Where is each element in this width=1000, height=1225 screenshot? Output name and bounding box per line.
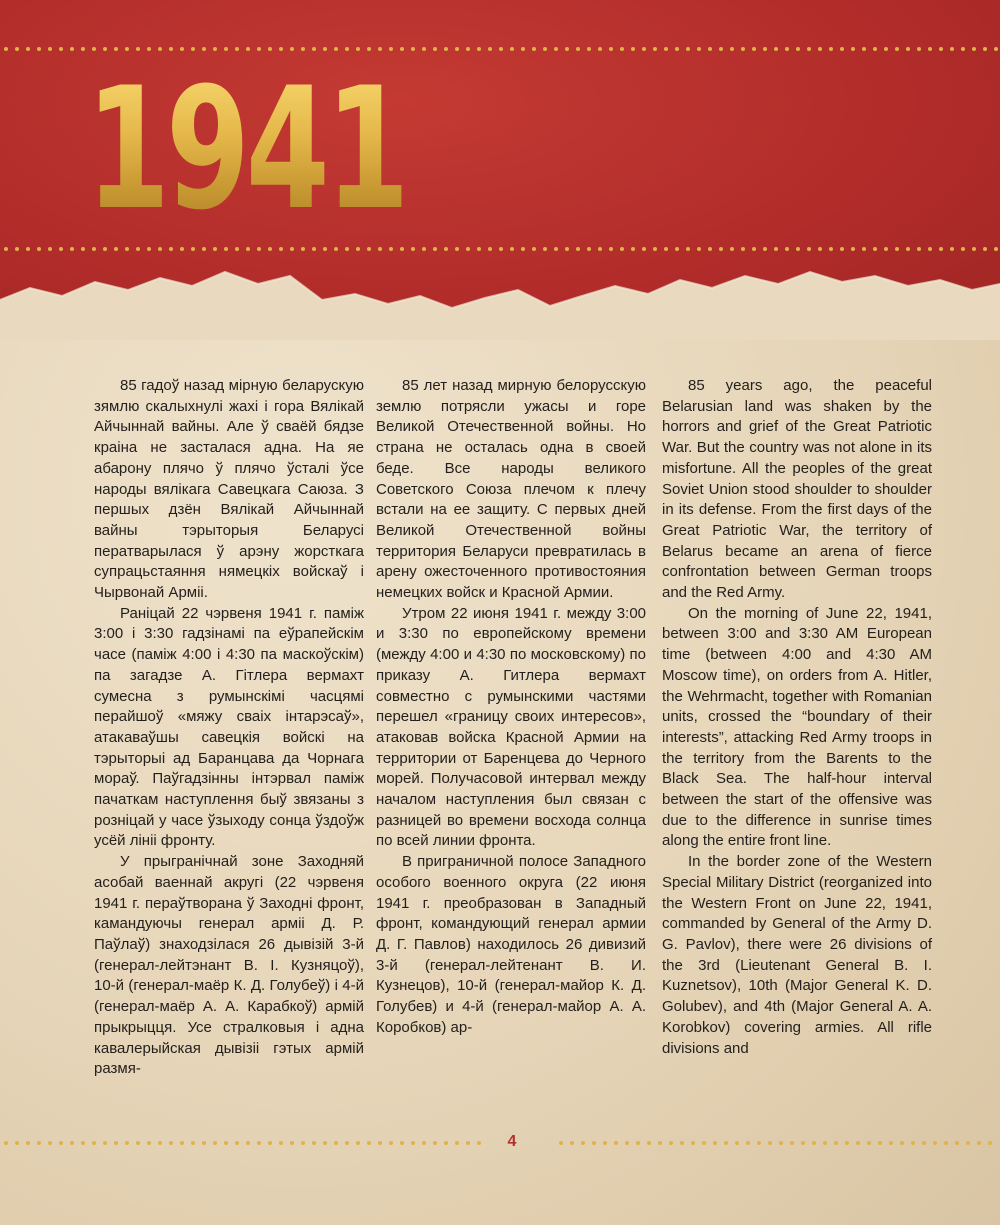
gold-dot [895, 247, 899, 251]
gold-dot [961, 47, 965, 51]
gold-dot [653, 47, 657, 51]
gold-dot [735, 1141, 739, 1145]
gold-dot [356, 1141, 360, 1145]
gold-dot [620, 47, 624, 51]
gold-dot [834, 1141, 838, 1145]
gold-dot [675, 47, 679, 51]
gold-dot [323, 247, 327, 251]
gold-dot [972, 247, 976, 251]
gold-dot [966, 1141, 970, 1145]
gold-dot [290, 247, 294, 251]
gold-dot [103, 247, 107, 251]
gold-dot [257, 247, 261, 251]
gold-dot [26, 247, 30, 251]
gold-dot [763, 247, 767, 251]
gold-dot [917, 247, 921, 251]
gold-dot [4, 247, 8, 251]
gold-dot [768, 1141, 772, 1145]
gold-dot [180, 247, 184, 251]
gold-dot [378, 1141, 382, 1145]
gold-dot [543, 247, 547, 251]
gold-dot [224, 247, 228, 251]
gold-dot [664, 247, 668, 251]
gold-dot [4, 47, 8, 51]
gold-dot [466, 1141, 470, 1145]
gold-dot [702, 1141, 706, 1145]
gold-dot [301, 1141, 305, 1145]
gold-dot [202, 247, 206, 251]
gold-dot [213, 1141, 217, 1145]
gold-dot [246, 1141, 250, 1145]
gold-dot [851, 247, 855, 251]
gold-dot [741, 47, 745, 51]
gold-dot [433, 247, 437, 251]
gold-dot [724, 1141, 728, 1145]
paragraph: 85 лет назад мирную белорусскую землю потрясли ужасы и горе Великой Отечественной войны. Но страна не осталась одна в своей беде. Все народы великого Советского Союза плечом к плечу встали на ее защиту. С первых дней Великой Отечественной войны территория Беларуси превратилась в арену ожесточенного противостояния немецких войск и Красной Армии. [376, 377, 646, 602]
gold-dot [746, 1141, 750, 1145]
gold-dot [614, 1141, 618, 1145]
column-belarusian [94, 376, 364, 1080]
gold-dot [763, 47, 767, 51]
gold-dot [81, 247, 85, 251]
gold-dot [950, 47, 954, 51]
gold-dot [422, 1141, 426, 1145]
gold-dot [944, 1141, 948, 1145]
gold-dot [499, 47, 503, 51]
gold-dot [202, 1141, 206, 1145]
gold-dot [873, 47, 877, 51]
gold-dot [889, 1141, 893, 1145]
gold-dot [642, 247, 646, 251]
gold-dot [757, 1141, 761, 1145]
gold-dot [103, 1141, 107, 1145]
gold-dot [224, 1141, 228, 1145]
gold-dot [169, 247, 173, 251]
gold-dot [961, 247, 965, 251]
gold-dot [631, 247, 635, 251]
gold-dot [939, 247, 943, 251]
gold-dot [851, 47, 855, 51]
gold-dot [977, 1141, 981, 1145]
gold-dot [592, 1141, 596, 1145]
gold-dot [444, 1141, 448, 1145]
gold-dot [713, 1141, 717, 1145]
gold-dot [708, 247, 712, 251]
gold-dot [609, 247, 613, 251]
gold-dot [939, 47, 943, 51]
gold-dot [510, 47, 514, 51]
gold-dot [356, 247, 360, 251]
gold-dot [730, 47, 734, 51]
gold-dot [334, 247, 338, 251]
gold-dot [455, 1141, 459, 1145]
gold-dot [829, 247, 833, 251]
gold-dot [906, 247, 910, 251]
gold-dot [26, 1141, 30, 1145]
gold-dot [191, 247, 195, 251]
gold-dot [15, 247, 19, 251]
gold-dot [559, 1141, 563, 1145]
gold-dot [543, 47, 547, 51]
page-number: 4 [507, 1133, 517, 1150]
gold-dot [26, 47, 30, 51]
gold-dot [488, 247, 492, 251]
gold-dot [367, 247, 371, 251]
gold-dot [625, 1141, 629, 1145]
gold-dot [741, 247, 745, 251]
gold-dot [499, 247, 503, 251]
column-english [662, 376, 932, 1059]
gold-dot [680, 1141, 684, 1145]
gold-dot [488, 47, 492, 51]
gold-dot [4, 1141, 8, 1145]
gold-dot [532, 247, 536, 251]
gold-dot [801, 1141, 805, 1145]
gold-dot [972, 47, 976, 51]
gold-dot [840, 47, 844, 51]
gold-dot [686, 247, 690, 251]
gold-dot [581, 1141, 585, 1145]
gold-dot [37, 247, 41, 251]
gold-dot [790, 1141, 794, 1145]
paragraph: Раніцай 22 чэрвеня 1941 г. паміж 3:00 і 3:30 гадзінамі па еўрапейскім часе (паміж 4:00 і 4:30 па маскоўскім) па загадзе А. Гітлера вермахт сумесна з румынскімі часцямі перайшоў «мяжу сваіх інтарэсаў», атакаваўшы савецкія войскі на тэрыторыі ад Баранцава да Чорнага мораў. Паўгадзінны інтэрвал паміж пачаткам наступлення быў звязаны з розніцай у часе ўзыходу сонца ўздоўж усёй лініі фронту. [94, 604, 364, 850]
gold-dot [246, 247, 250, 251]
gold-dot [422, 247, 426, 251]
gold-dot [125, 247, 129, 251]
gold-dot [455, 247, 459, 251]
gold-dot [433, 47, 437, 51]
gold-dot [81, 47, 85, 51]
gold-dot [136, 247, 140, 251]
gold-dot [477, 247, 481, 251]
gold-dot [268, 247, 272, 251]
gold-dot [378, 247, 382, 251]
year-title: 1941 [86, 51, 406, 247]
paragraph: У прыгранічнай зоне Заходняй асобай ваеннай акругі (22 чэрвеня 1941 г. пераўтворана ў Заходні фронт, камандуючы генерал арміі Д. Р. Паўлаў) знаходзілася 26 дывізій 3-й (генерал-лейтэнант В. І. Кузняцоў), 10-й (генерал-маёр К. Д. Голубеў) і 4-й (генерал-маёр А. А. Карабкоў) армій прыкрыцця. Усе стралковыя і адна кавалерыйская дывізіі гэтых армій размя- [94, 853, 364, 1078]
gold-dot [620, 247, 624, 251]
gold-dot-line-footer-left [0, 1140, 485, 1146]
gold-dot [180, 1141, 184, 1145]
gold-dot [466, 247, 470, 251]
gold-dot [708, 47, 712, 51]
gold-dot [521, 47, 525, 51]
gold-dot [345, 247, 349, 251]
gold-dot [367, 1141, 371, 1145]
gold-dot [400, 247, 404, 251]
gold-dot [455, 47, 459, 51]
gold-dot [807, 247, 811, 251]
gold-dot [675, 247, 679, 251]
gold-dot [158, 1141, 162, 1145]
gold-dot [785, 247, 789, 251]
gold-dot [213, 247, 217, 251]
gold-dot [730, 247, 734, 251]
gold-dot [873, 247, 877, 251]
gold-dot [191, 1141, 195, 1145]
gold-dot [70, 1141, 74, 1145]
gold-dot [796, 247, 800, 251]
gold-dot [48, 247, 52, 251]
gold-dot [235, 1141, 239, 1145]
gold-dot [983, 247, 987, 251]
gold-dot [691, 1141, 695, 1145]
gold-dot [532, 47, 536, 51]
gold-dot [955, 1141, 959, 1145]
gold-dot [664, 47, 668, 51]
gold-dot [829, 47, 833, 51]
gold-dot [697, 47, 701, 51]
gold-dot [928, 247, 932, 251]
paragraph: В приграничной полосе Западного особого военного округа (22 июня 1941 г. преобразован в Западный фронт, командующий генерал армии Д. Г. Павлов) находилось 26 дивизий 3-й (генерал-лейтенант В. И. Кузнецов), 10-й (генерал-майор К. Д. Голубев) и 4-й (генерал-майор А. А. Коробков) ар- [376, 853, 646, 1036]
gold-dot [884, 247, 888, 251]
paragraph: 85 гадоў назад мірную беларускую зямлю скалыхнулі жахі і гора Вялікай Айчыннай вайны. Але ў сваёй бядзе краіна не засталася адна. На яе абарону плячо ў плячо ўсталі ўсе народы вялікага Савецкага Саюза. З першых дзён Вялікай Айчыннай вайны тэрыторыя Беларусі ператварылася ў арэну жорсткага супрацьстаяння нямецкіх войскаў і Чырвонай Арміі. [94, 377, 364, 602]
gold-dot [653, 247, 657, 251]
gold-dot [598, 47, 602, 51]
gold-dot [906, 47, 910, 51]
gold-dot [59, 1141, 63, 1145]
gold-dot [48, 47, 52, 51]
gold-dot [136, 1141, 140, 1145]
gold-dot [994, 247, 998, 251]
paragraph: 85 years ago, the peaceful Belarusian land was shaken by the horrors and grief of the Great Patriotic War. But the country was not alone in its misfortune. All the peoples of the great Soviet Union stood shoulder to shoulder in its defense. From the first days of the Great Patriotic War, the territory of Belarus became an arena of fierce confrontation between German troops and the Red Army. [662, 377, 932, 602]
gold-dot [411, 1141, 415, 1145]
gold-dot [878, 1141, 882, 1145]
gold-dot [587, 247, 591, 251]
column-russian [376, 376, 646, 1039]
gold-dot [900, 1141, 904, 1145]
gold-dot [114, 247, 118, 251]
gold-dot [59, 247, 63, 251]
gold-dot [147, 1141, 151, 1145]
gold-dot [862, 247, 866, 251]
gold-dot [983, 47, 987, 51]
gold-dot [15, 47, 19, 51]
gold-dot [422, 47, 426, 51]
gold-dot [279, 1141, 283, 1145]
gold-dot [92, 247, 96, 251]
gold-dot [752, 247, 756, 251]
gold-dot [686, 47, 690, 51]
gold-dot [114, 1141, 118, 1145]
gold-dot [37, 47, 41, 51]
gold-dot [48, 1141, 52, 1145]
gold-dot [59, 47, 63, 51]
gold-dot [779, 1141, 783, 1145]
gold-dot [862, 47, 866, 51]
gold-dot [845, 1141, 849, 1145]
gold-dot [642, 47, 646, 51]
gold-dot [917, 47, 921, 51]
gold-dot [867, 1141, 871, 1145]
gold-dot [576, 247, 580, 251]
gold-dot [125, 1141, 129, 1145]
gold-dot [345, 1141, 349, 1145]
gold-dot [785, 47, 789, 51]
gold-dot [312, 247, 316, 251]
gold-dot [15, 1141, 19, 1145]
gold-dot [752, 47, 756, 51]
gold-dot [268, 1141, 272, 1145]
gold-dot [389, 1141, 393, 1145]
gold-dot [389, 247, 393, 251]
gold-dot [81, 1141, 85, 1145]
gold-dot [603, 1141, 607, 1145]
gold-dot [257, 1141, 261, 1145]
gold-dot [922, 1141, 926, 1145]
gold-dot [576, 47, 580, 51]
gold-dot [400, 1141, 404, 1145]
gold-dot [928, 47, 932, 51]
gold-dot [856, 1141, 860, 1145]
gold-dot [411, 47, 415, 51]
gold-dot [92, 1141, 96, 1145]
gold-dot [774, 47, 778, 51]
gold-dot [301, 247, 305, 251]
gold-dot [719, 47, 723, 51]
gold-dot [444, 47, 448, 51]
gold-dot [933, 1141, 937, 1145]
gold-dot [950, 247, 954, 251]
gold-dot [895, 47, 899, 51]
gold-dot [147, 247, 151, 251]
gold-dot [521, 247, 525, 251]
gold-dot [290, 1141, 294, 1145]
gold-dot [658, 1141, 662, 1145]
gold-dot [444, 247, 448, 251]
gold-dot [235, 247, 239, 251]
gold-dot [477, 1141, 481, 1145]
gold-dot [911, 1141, 915, 1145]
gold-dot [279, 247, 283, 251]
gold-dot [719, 247, 723, 251]
gold-dot [70, 47, 74, 51]
gold-dot [312, 1141, 316, 1145]
gold-dot [570, 1141, 574, 1145]
gold-dot [796, 47, 800, 51]
gold-dot [884, 47, 888, 51]
gold-dot [818, 47, 822, 51]
gold-dot [587, 47, 591, 51]
header-banner [0, 0, 1000, 340]
gold-dot [433, 1141, 437, 1145]
gold-dot [70, 247, 74, 251]
gold-dot [669, 1141, 673, 1145]
gold-dot [631, 47, 635, 51]
gold-dot-line-footer-right [555, 1140, 1000, 1146]
gold-dot [334, 1141, 338, 1145]
gold-dot [774, 247, 778, 251]
gold-dot [598, 247, 602, 251]
gold-dot [158, 247, 162, 251]
gold-dot [411, 247, 415, 251]
gold-dot [636, 1141, 640, 1145]
gold-dot [554, 47, 558, 51]
gold-dot [37, 1141, 41, 1145]
gold-dot [647, 1141, 651, 1145]
gold-dot [565, 247, 569, 251]
gold-dot [510, 247, 514, 251]
gold-dot [840, 247, 844, 251]
gold-dot [988, 1141, 992, 1145]
gold-dot [477, 47, 481, 51]
paragraph: On the morning of June 22, 1941, between 3:00 and 3:30 AM European time (between 4:00 and 4:30 AM Moscow time), on orders from A. Hitler, the Wehrmacht, together with Romanian units, crossed the “boundary of their interests”, attacking Red Army troops in the territory from the Barents to the Black Sea. The half-hour interval between the start of the offensive was due to the difference in sunrise times along the entire front line. [662, 604, 932, 850]
paragraph: Утром 22 июня 1941 г. между 3:00 и 3:30 по европейскому времени (между 4:00 и 4:30 по московскому) по приказу А. Гитлера вермахт совместно с румынскими частями перешел «границу своих интересов», атаковав войска Красной Армии на территории от Баренцева до Черного морей. Получасовой интервал между началом наступления был связан с разницей во времени восхода солнца по всей линии фронта. [376, 604, 646, 850]
paragraph: In the border zone of the Western Special Military District (reorganized into the Western Front on June 22, 1941, commanded by General of the Army D. G. Pavlov), there were 26 divisions of the 3rd (Lieutenant General B. I. Kuznetsov), 10th (Major General K. D. Golubev), and 4th (Major General A. A. Korobkov) covering armies. All rifle divisions and [662, 853, 932, 1057]
gold-dot [812, 1141, 816, 1145]
gold-dot [807, 47, 811, 51]
gold-dot [169, 1141, 173, 1145]
gold-dot [323, 1141, 327, 1145]
gold-dot [697, 247, 701, 251]
gold-dot [554, 247, 558, 251]
gold-dot [466, 47, 470, 51]
gold-dot [823, 1141, 827, 1145]
gold-dot [609, 47, 613, 51]
gold-dot [994, 47, 998, 51]
gold-dot [818, 247, 822, 251]
gold-dot [565, 47, 569, 51]
